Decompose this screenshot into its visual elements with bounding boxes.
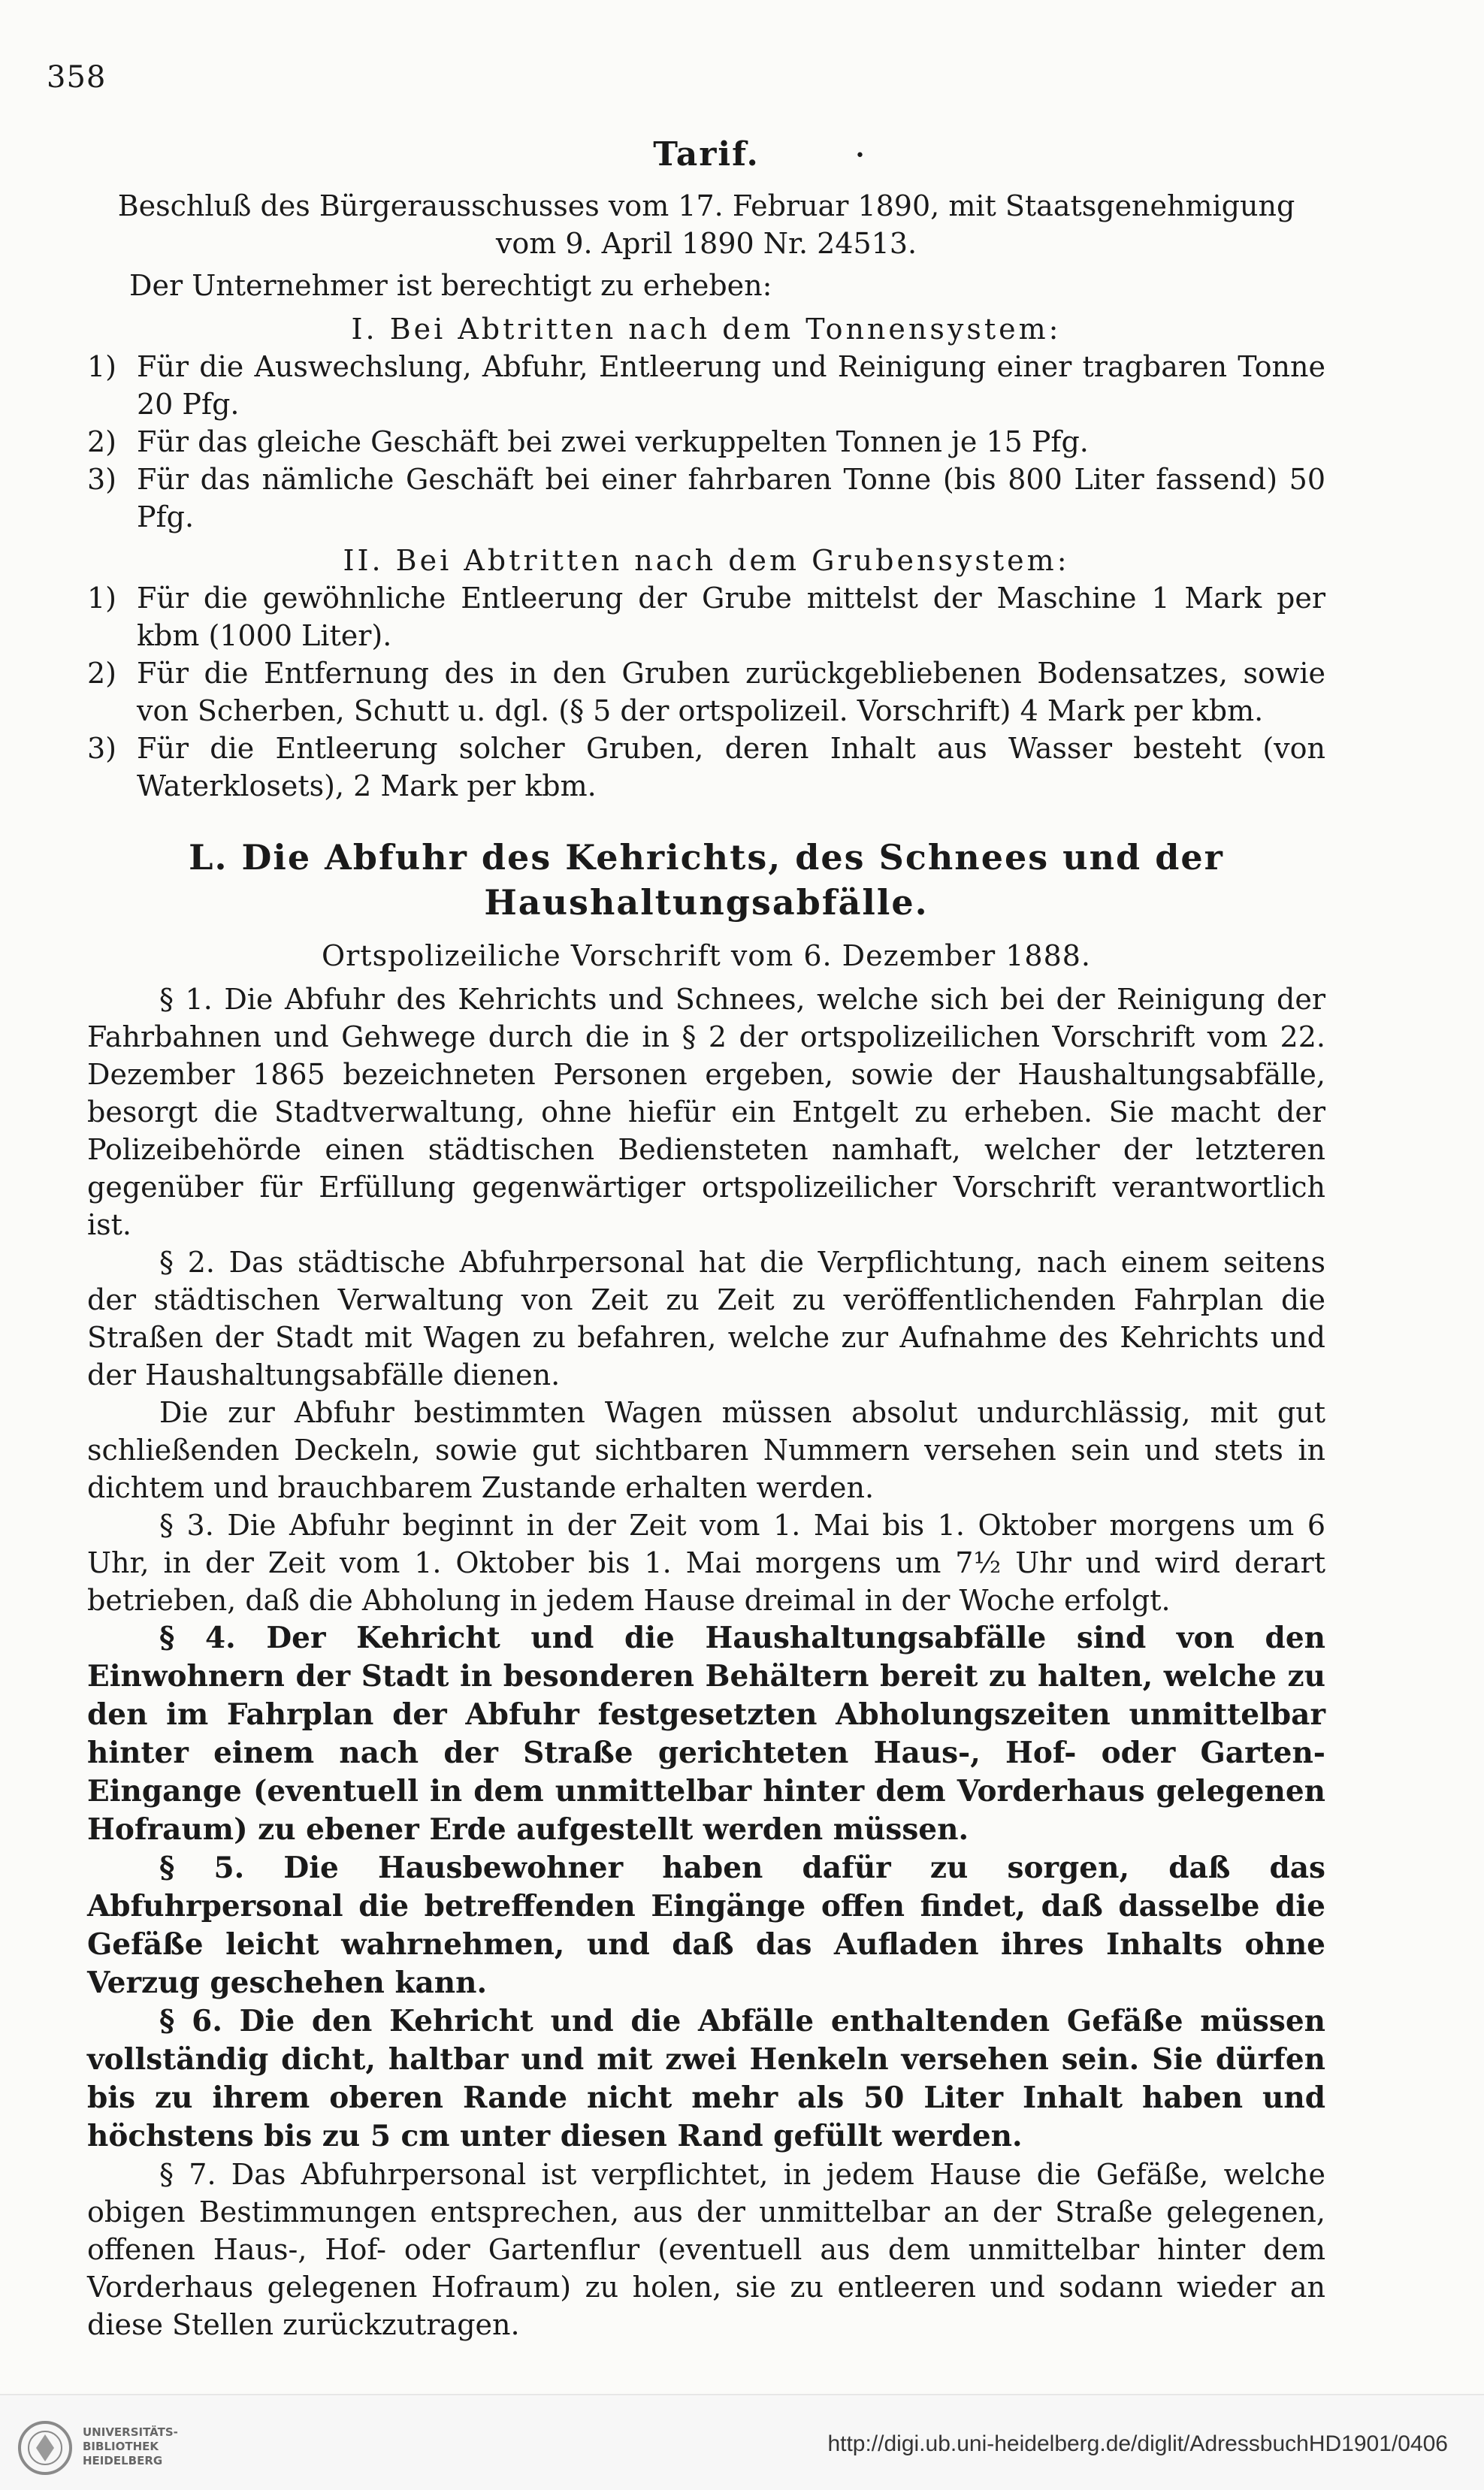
list-item: 3) Für das nämliche Geschäft bei einer fahrbaren Tonne (bis 800 Liter fassend) 50 Pfg. — [87, 463, 1325, 533]
decision-line-2: vom 9. April 1890 Nr. 24513. — [495, 227, 917, 260]
section-2-list — [87, 579, 1325, 805]
section-1-heading: I. Bei Abtritten nach dem Tonnensystem: — [351, 313, 1062, 346]
section-2-heading: II. Bei Abtritten nach dem Grubensystem: — [343, 544, 1070, 577]
paragraph-2b: Die zur Abfuhr bestimmten Wagen müssen absolut undurchlässig, mit gut schließenden Deckeln, sowie gut sichtbaren Nummern versehen sein und stets in dichtem und brauchbarem Zustande erhalten werden. — [87, 1396, 1325, 1504]
library-seal-icon — [15, 2418, 75, 2478]
section-l-title: L. Die Abfuhr des Kehrichts, des Schnees und der Haushaltungsabfälle. — [189, 837, 1224, 923]
section-1-list — [87, 348, 1325, 536]
list-item: 2) Für die Entfernung des in den Gruben zurückgebliebenen Bodensatzes, sowie von Scherben, Schutt u. dgl. (§ 5 der ortspolizeil. Vorschrift) 4 Mark per kbm. — [87, 657, 1325, 727]
source-url-link[interactable]: http://digi.ub.uni-heidelberg.de/diglit/AdressbuchHD1901/0406 — [827, 2431, 1448, 2456]
stray-mark: • — [855, 147, 865, 165]
list-item: 2) Für das gleiche Geschäft bei zwei verkuppelten Tonnen je 15 Pfg. — [87, 425, 1089, 458]
library-logo-text: UNIVERSITÄTS- BIBLIOTHEK HEIDELBERG — [83, 2425, 178, 2467]
page-number: 358 — [47, 60, 107, 95]
paragraph-5: § 5. Die Hausbewohner haben dafür zu sorgen, daß das Abfuhrpersonal die betreffenden Eingänge offen findet, daß dasselbe die Gefäße leicht wahrnehmen, und daß das Aufladen ihres Inhalts ohne Verzug geschehen kann. — [87, 1851, 1325, 2000]
tarif-intro: Der Unternehmer ist berechtigt zu erheben: — [129, 269, 772, 302]
section-l-subtitle: Ortspolizeiliche Vorschrift vom 6. Dezember 1888. — [321, 939, 1091, 972]
paragraph-3: § 3. Die Abfuhr beginnt in der Zeit vom 1. Mai bis 1. Oktober morgens um 6 Uhr, in der Zeit vom 1. Oktober bis 1. Mai morgens um 7½ Uhr und wird derart betrieben, daß die Abholung in jedem Hause dreimal in der Woche erfolgt. — [87, 1509, 1325, 1617]
paragraph-2: § 2. Das städtische Abfuhrpersonal hat die Verpflichtung, nach einem seitens der städtischen Verwaltung von Zeit zu Zeit zu veröffentlichenden Fahrplan die Straßen der Stadt mit Wagen zu befahren, welche zur Aufnahme des Kehrichts und der Haushaltungsabfälle dienen. — [87, 1246, 1325, 1392]
paragraph-7: § 7. Das Abfuhrpersonal ist verpflichtet, in jedem Hause die Gefäße, welche obigen Bestimmungen entsprechen, aus der unmittelbar an der Straße gelegenen, offenen Haus-, Hof- oder Gartenflur (eventuell aus dem unmittelbar hinter dem Vorderhaus gelegenen Hofraum) zu holen, sie zu entleeren und sodann wieder an diese Stellen zurückzutragen. — [87, 2158, 1325, 2341]
list-item: 1) Für die Auswechslung, Abfuhr, Entleerung und Reinigung einer tragbaren Tonne 20 Pfg. — [87, 350, 1325, 421]
text-column — [87, 135, 1325, 2343]
paragraph-4: § 4. Der Kehricht und die Haushaltungsabfälle sind von den Einwohnern der Stadt in besonderen Behältern bereit zu halten, welche zu den im Fahrplan der Abfuhr festgesetzten Abholungszeiten unmittelbar hinter einem nach der Straße gerichteten Haus-, Hof- oder Garten-Eingange (eventuell in dem unmittelbar hinter dem Vorderhaus gelegenen Hofraum) zu ebener Erde aufgestellt werden müssen. — [87, 1621, 1325, 1847]
list-item: 3) Für die Entleerung solcher Gruben, deren Inhalt aus Wasser besteht (von Waterklosets), 2 Mark per kbm. — [87, 732, 1325, 802]
paragraph-1: § 1. Die Abfuhr des Kehrichts und Schnees, welche sich bei der Reinigung der Fahrbahnen und Gehwege durch die in § 2 der ortspolizeilichen Vorschrift vom 22. Dezember 1865 bezeichneten Personen ergeben, sowie der Haushaltungsabfälle, besorgt die Stadtverwaltung, ohne hiefür ein Entgelt zu erheben. Sie macht der Polizeibehörde einen städtischen Bediensteten namhaft, welcher der letzteren gegenüber für Erfüllung gegenwärtiger ortspolizeilicher Vorschrift verantwortlich ist. — [87, 983, 1325, 1241]
decision-line-1: Beschluß des Bürgerausschusses vom 17. Februar 1890, mit Staatsgenehmigung — [117, 189, 1295, 222]
paragraph-6: § 6. Die den Kehricht und die Abfälle enthaltenden Gefäße müssen vollständig dicht, haltbar und mit zwei Henkeln versehen sein. Sie dürfen bis zu ihrem oberen Rande nicht mehr als 50 Liter Inhalt haben und höchstens bis zu 5 cm unter diesen Rand gefüllt werden. — [87, 2004, 1325, 2153]
footer-bar — [0, 2394, 1484, 2490]
section-l-body — [87, 981, 1325, 2343]
list-item: 1) Für die gewöhnliche Entleerung der Grube mittelst der Maschine 1 Mark per kbm (1000 Liter). — [87, 582, 1325, 652]
tarif-title: Tarif. — [653, 135, 760, 174]
